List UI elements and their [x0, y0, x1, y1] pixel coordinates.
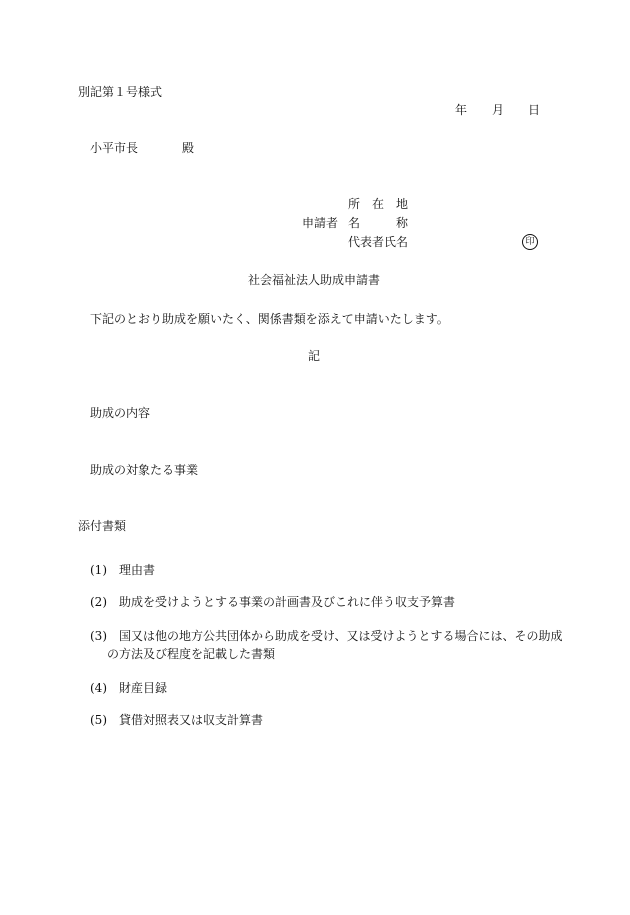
applicant-label: 申請者	[302, 216, 339, 230]
attachment-text-3-cont: の方法及び程度を記載した書類	[107, 647, 276, 661]
name-label: 名 称	[348, 216, 409, 230]
addressee-name: 小平市長	[90, 141, 139, 155]
representative-label: 代表者氏名	[348, 235, 409, 249]
attachment-text-5: 貸借対照表又は収支計算書	[119, 713, 264, 727]
document-title: 社会福祉法人助成申請書	[248, 273, 381, 287]
addressee-suffix: 殿	[182, 141, 195, 155]
date-day-label: 日	[528, 103, 541, 117]
attachments-heading: 添付書類	[78, 519, 127, 533]
ki-label: 記	[308, 349, 321, 363]
form-label: 別記第１号様式	[78, 85, 163, 99]
item-target: 助成の対象たる事業	[90, 463, 199, 477]
attachment-num-3: (3)	[90, 629, 107, 643]
attachment-num-2: (2)	[90, 595, 107, 609]
attachment-text-1: 理由書	[119, 563, 156, 577]
attachment-text-2: 助成を受けようとする事業の計画書及びこれに伴う収支予算書	[119, 595, 456, 609]
seal-mark: 印	[522, 234, 538, 250]
attachment-text-3: 国又は他の地方公共団体から助成を受け、又は受けようとする場合には、その助成	[119, 629, 563, 643]
intro-text: 下記のとおり助成を願いたく、関係書類を添えて申請いたします。	[90, 312, 449, 326]
address-label: 所 在 地	[348, 197, 409, 211]
date-year-label: 年	[455, 103, 468, 117]
attachment-num-5: (5)	[90, 713, 107, 727]
item-content: 助成の内容	[90, 406, 151, 420]
date-month-label: 月	[492, 103, 505, 117]
attachment-num-1: (1)	[90, 563, 107, 577]
attachment-num-4: (4)	[90, 681, 107, 695]
attachment-text-4: 財産目録	[119, 681, 168, 695]
